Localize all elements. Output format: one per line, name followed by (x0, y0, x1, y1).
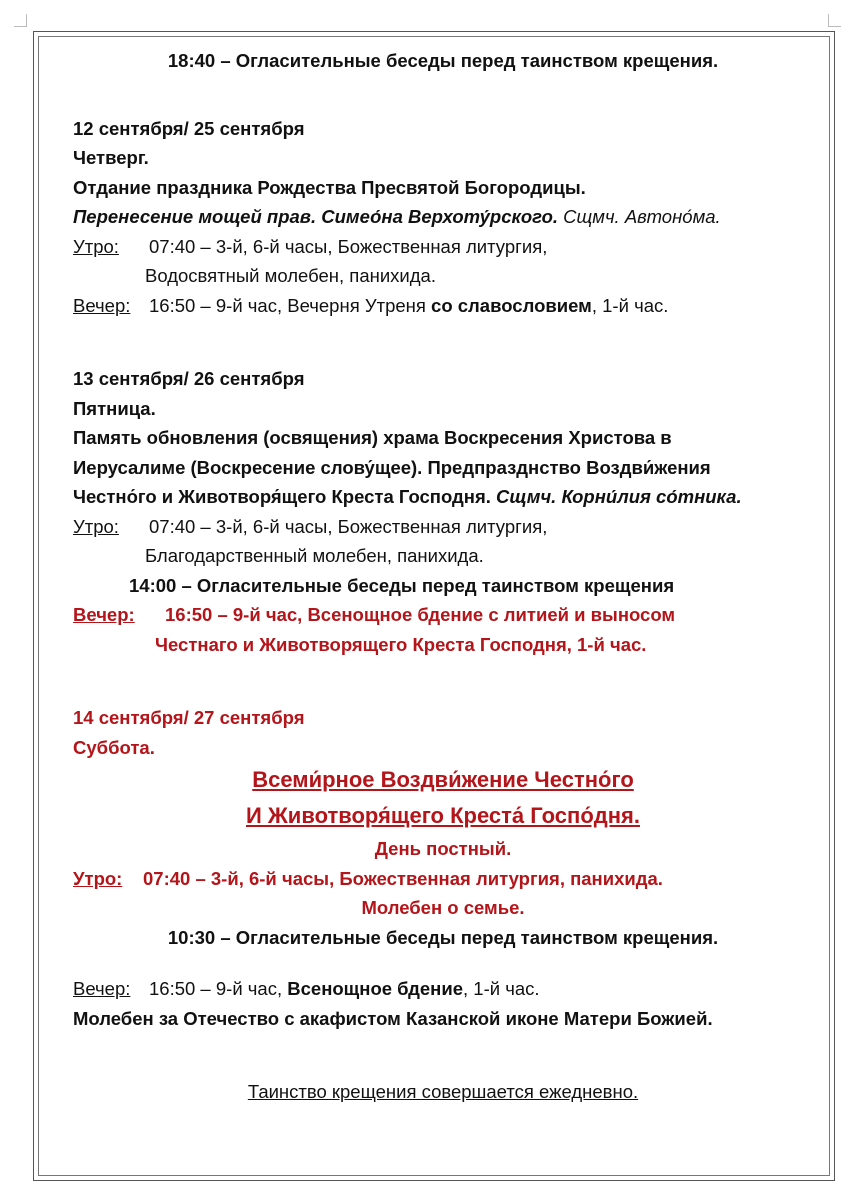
evening-text-bold: со славословием (431, 294, 592, 316)
saints-commemoration: Сщмч. Корни́лия со́тника. (496, 486, 742, 507)
evening-text-post: , 1-й час. (463, 978, 540, 999)
saints-main: Перенесение мощей прав. Симео́на Верхоту́рского. (73, 206, 559, 227)
morning-service (73, 512, 813, 542)
feast-title-line-3 (73, 482, 813, 512)
feast-title-line-1: Всеми́рное Воздви́жение Честно́го (252, 767, 634, 792)
evening-service (73, 291, 813, 321)
feast-title-line-2: И Животворя́щего Креста́ Госпо́дня. (246, 803, 640, 828)
weekday: Суббота. (73, 736, 155, 758)
weekday: Четверг. (73, 147, 149, 168)
day-block-sep-13 (73, 364, 813, 659)
feast-title: Отдание праздника Рождества Пресвятой Богородицы. (73, 176, 586, 198)
morning-label: Утро: (73, 867, 123, 889)
fast-day-note: День постный. (374, 838, 512, 859)
date-heading: 14 сентября/ 27 сентября (73, 707, 305, 728)
morning-service-cont: Молебен о семье. (361, 897, 525, 918)
top-catechesis-line: 18:40 – Огласительные беседы перед таинством крещения. (167, 50, 719, 71)
date-heading: 12 сентября/ 25 сентября (73, 117, 305, 139)
catechesis-line: 14:00 – Огласительные беседы перед таинством крещения (129, 574, 675, 596)
evening-label: Вечер: (73, 978, 131, 999)
moleben-line: Молебен за Отечество с акафистом Казанской иконе Матери Божией. (73, 1007, 713, 1029)
saints-secondary: Сщмч. Автоно́ма. (558, 206, 721, 227)
feast-title-line-2: Иерусалиме (Воскресение слову́щее). Предпразднство Воздви́жения (73, 456, 711, 478)
morning-service-cont: Благодарственный молебен, панихида. (145, 545, 484, 566)
schedule-document (73, 46, 813, 1107)
footer-note: Таинство крещения совершается ежедневно. (247, 1081, 639, 1102)
weekday: Пятница. (73, 397, 156, 419)
feast-title-line-1: Память обновления (освящения) храма Воскресения Христова в (73, 427, 672, 448)
evening-service-cont: Честнаго и Животворящего Креста Господня, 1-й час. (155, 633, 647, 655)
morning-service-cont: Водосвятный молебен, панихида. (145, 265, 436, 286)
feast-title-cross: Честно́го и Животворя́щего Креста Господня. (73, 486, 497, 507)
morning-service-text: 07:40 – 3-й, 6-й часы, Божественная литургия, (149, 515, 548, 537)
morning-service-text: 07:40 – 3-й, 6-й часы, Божественная литургия, панихида. (143, 867, 663, 889)
morning-label: Утро: (73, 515, 119, 537)
evening-service-text: 16:50 – 9-й час, Всенощное бдение с литией и выносом (165, 604, 676, 625)
evening-service (73, 974, 813, 1004)
morning-label: Утро: (73, 235, 119, 257)
evening-text-post: , 1-й час. (591, 294, 669, 316)
catechesis-line: 10:30 – Огласительные беседы перед таинством крещения. (167, 926, 719, 948)
morning-service (73, 232, 813, 262)
day-block-sep-12 (73, 114, 813, 321)
evening-service (73, 600, 813, 630)
evening-text-pre: 16:50 – 9-й час, Вечерня Утреня (149, 294, 432, 316)
morning-service-text: 07:40 – 3-й, 6-й часы, Божественная литургия, (149, 235, 548, 257)
evening-text-bold: Всенощное бдение (287, 978, 464, 999)
date-heading: 13 сентября/ 26 сентября (73, 368, 305, 389)
evening-text-pre: 16:50 – 9-й час, (149, 978, 288, 999)
day-block-sep-14 (73, 703, 813, 1033)
corner-mark-top-right (828, 14, 841, 27)
morning-service (73, 864, 813, 894)
evening-label: Вечер: (73, 604, 135, 625)
saints-commemoration (73, 202, 813, 232)
corner-mark-top-left (14, 14, 27, 27)
evening-label: Вечер: (73, 294, 131, 316)
